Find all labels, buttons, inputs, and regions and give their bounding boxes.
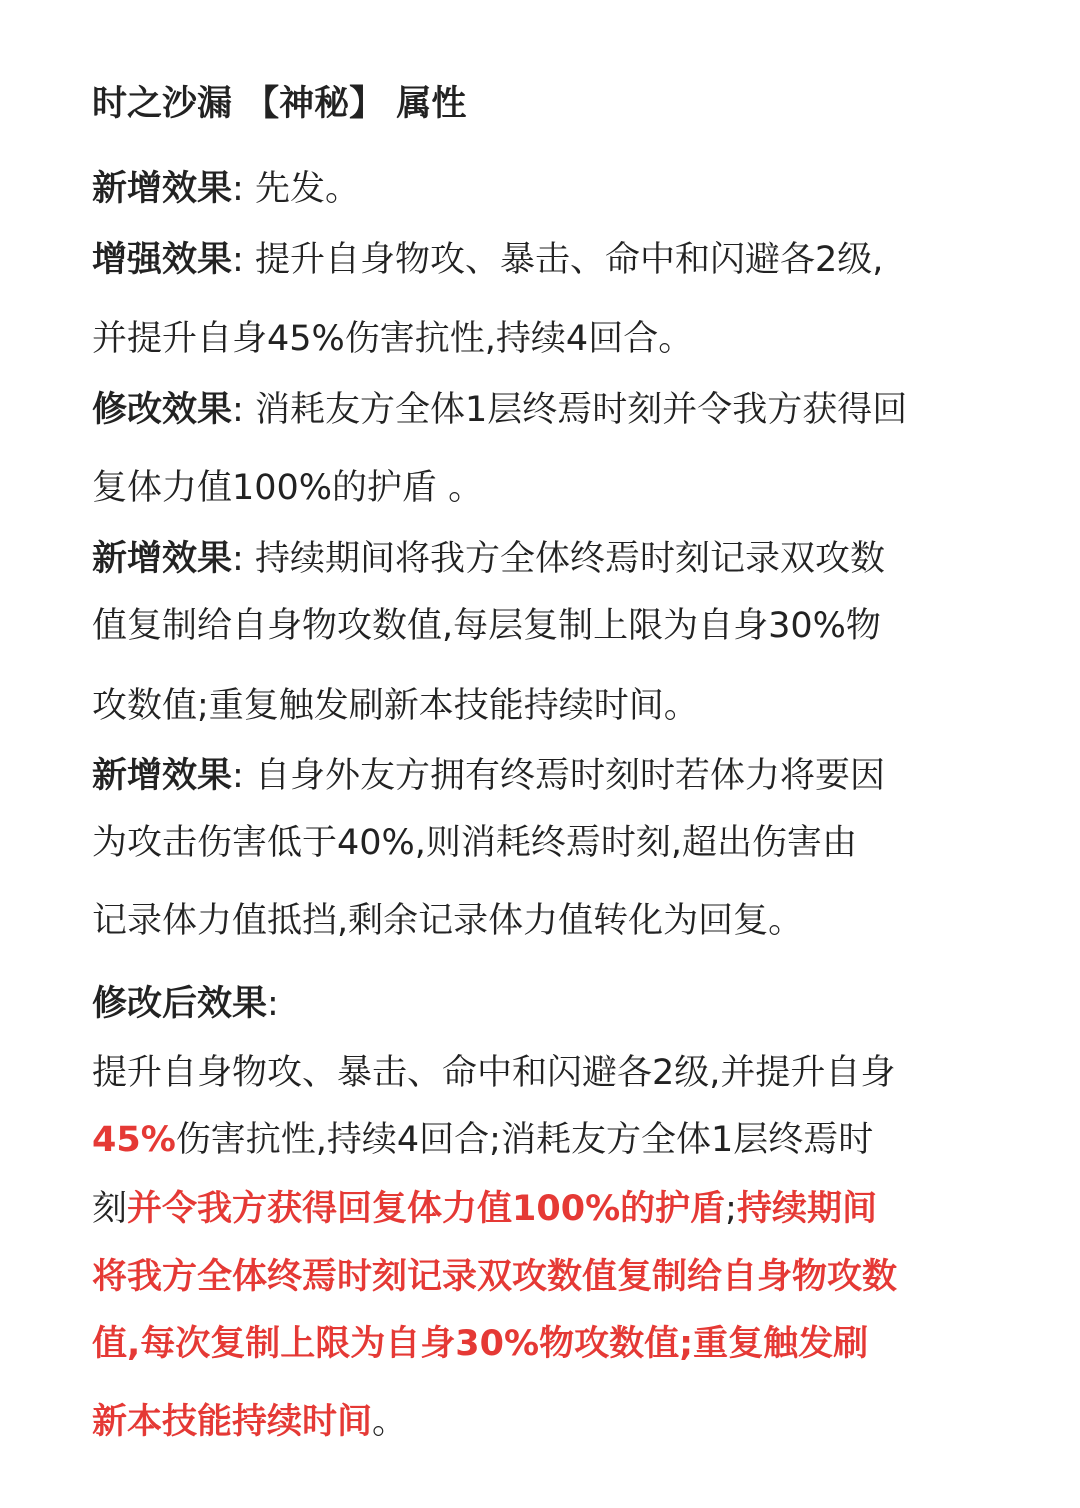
section-new-effect-2 <box>92 533 885 585</box>
plain-text: 。 <box>372 1402 408 1442</box>
section-text-line: 并提升自身45%伤害抗性,持续4回合。 <box>92 319 694 359</box>
section-text-line: 记录体力值抵挡,剩余记录体力值转化为回复。 <box>92 901 804 941</box>
summary-line-3 <box>92 1183 877 1235</box>
summary-line-6 <box>92 1396 407 1448</box>
section-text-line: 复体力值100%的护盾 。 <box>92 468 484 508</box>
summary-line-4 <box>92 1251 897 1303</box>
section-enhance-effect <box>92 234 883 286</box>
summary-line-5 <box>92 1318 868 1370</box>
summary-separator: : <box>267 984 279 1024</box>
plain-text: 伤害抗性,持续4回合;消耗友方全体1层终焉时 <box>175 1120 874 1160</box>
highlight-text: 值,每次复制上限为自身30%物攻数值;重复触发刷 <box>92 1324 869 1364</box>
highlight-text: 并令我方获得回复体力值100%的护盾 <box>127 1189 726 1229</box>
highlight-text: 将我方全体终焉时刻记录双攻数值复制给自身物攻数 <box>92 1257 898 1297</box>
section-separator: : <box>232 169 244 209</box>
section-label: 修改效果 <box>92 390 233 430</box>
section-label: 新增效果 <box>92 756 233 796</box>
summary-label: 修改后效果 <box>92 984 268 1024</box>
section-text-line: 攻数值;重复触发刷新本技能持续时间。 <box>92 686 699 726</box>
section-text: 自身外友方拥有终焉时刻时若体力将要因 <box>254 756 885 796</box>
section-separator: : <box>232 756 244 796</box>
summary-heading <box>92 978 279 1030</box>
section-new-effect-3 <box>92 750 885 802</box>
highlight-text: 持续期间 <box>736 1189 877 1229</box>
highlight-text: 新本技能持续时间 <box>92 1402 373 1442</box>
section-text: 提升自身物攻、暴击、命中和闪避各2级, <box>254 240 884 280</box>
section-label: 增强效果 <box>92 240 233 280</box>
summary-line-1: 提升自身物攻、暴击、命中和闪避各2级,并提升自身 <box>92 1053 896 1093</box>
section-new-effect-1 <box>92 163 360 215</box>
plain-text: ; <box>725 1189 737 1229</box>
highlight-text: 45% <box>92 1120 176 1160</box>
section-text: 消耗友方全体1层终焉时刻并令我方获得回 <box>254 390 908 430</box>
summary-line-2 <box>92 1114 873 1166</box>
section-separator: : <box>232 240 244 280</box>
section-text: 先发。 <box>254 169 360 209</box>
page-title: 时之沙漏 【神秘】 属性 <box>92 84 467 124</box>
section-label: 新增效果 <box>92 539 233 579</box>
section-label: 新增效果 <box>92 169 233 209</box>
section-separator: : <box>232 390 244 430</box>
section-text: 持续期间将我方全体终焉时刻记录双攻数 <box>254 539 885 579</box>
section-text-line: 为攻击伤害低于40%,则消耗终焉时刻,超出伤害由 <box>92 823 858 863</box>
plain-text: 刻 <box>92 1189 128 1229</box>
section-text-line: 值复制给自身物攻数值,每层复制上限为自身30%物 <box>92 606 881 646</box>
section-modify-effect <box>92 384 907 436</box>
section-separator: : <box>232 539 244 579</box>
